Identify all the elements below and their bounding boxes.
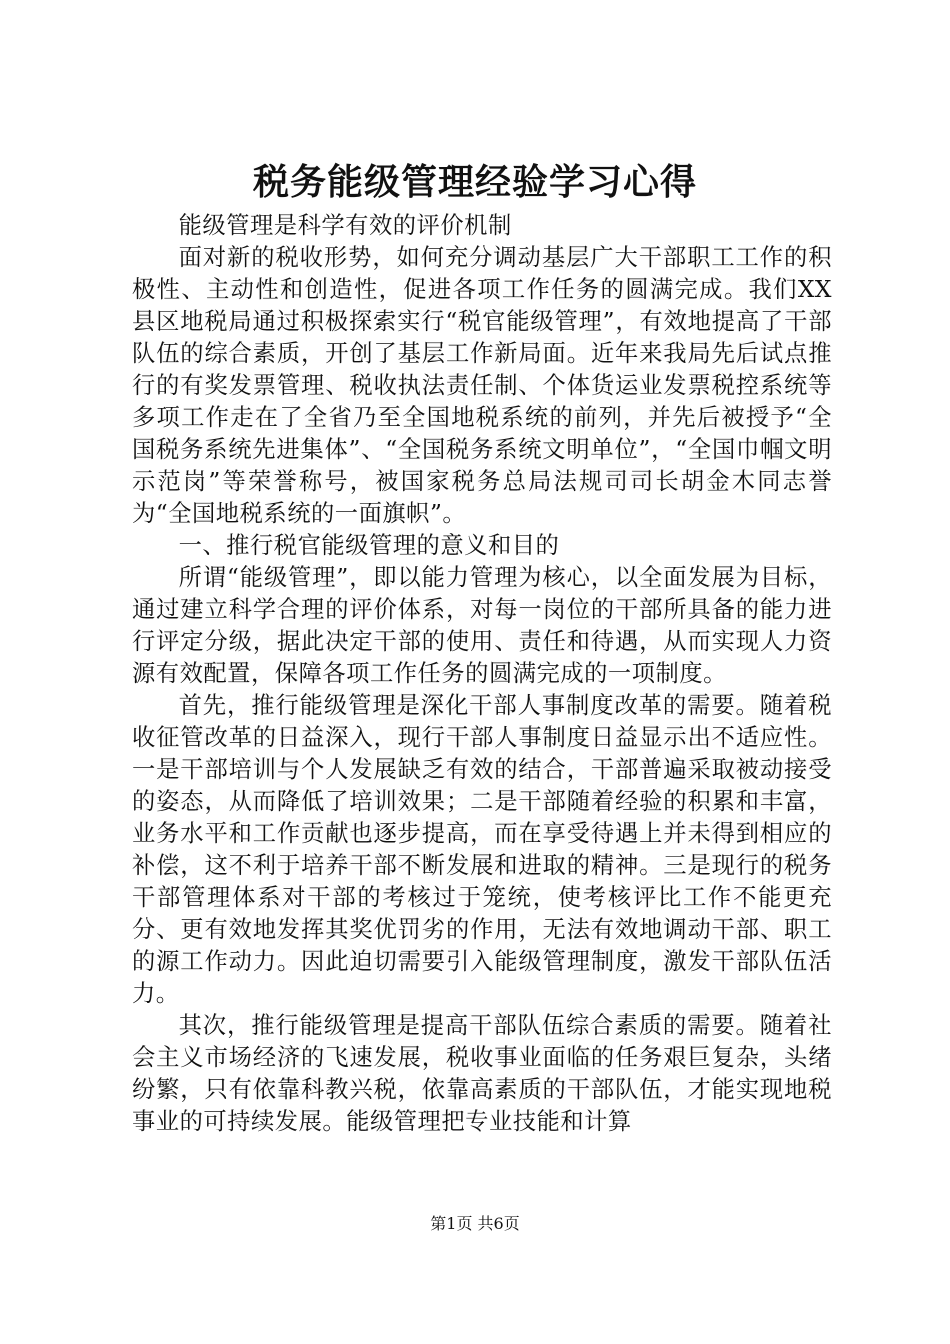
document-title: 税务能级管理经验学习心得 [252, 161, 697, 203]
paragraph-subtitle: 能级管理是科学有效的评价机制 [178, 212, 512, 239]
paragraph-definition: 所谓“能级管理”，即以能力管理为核心，以全面发展为目标，通过建立科学合理的评价体系，对每一岗位的干部所具备的能力进行评定分级，据此决定干部的使用、责任和待遇，从而实现人力资源有效配置，保障各项工作任务的圆满完成的一项制度。 [132, 564, 832, 687]
document-body [132, 210, 832, 1138]
page-number-footer: 第1页 共6页 [430, 1214, 520, 1233]
section-heading-1: 一、推行税官能级管理的意义和目的 [178, 532, 560, 559]
paragraph-intro: 面对新的税收形势，如何充分调动基层广大干部职工工作的积极性、主动性和创造性，促进各项工作任务的圆满完成。我们XX县区地税局通过积极探索实行“税官能级管理”，有效地提高了干部队伍的综合素质，开创了基层工作新局面。近年来我局先后试点推行的有奖发票管理、税收执法责任制、个体货运业发票税控系统等多项工作走在了全省乃至全国地税系统的前列，并先后被授予“全国税务系统先进集体”、“全国税务系统文明单位”，“全国巾帼文明示范岗”等荣誉称号，被国家税务总局法规司司长胡金木同志誉为“全国地税系统的一面旗帜”。 [132, 244, 832, 527]
paragraph-second-reason: 其次，推行能级管理是提高干部队伍综合素质的需要。随着社会主义市场经济的飞速发展，税收事业面临的任务艰巨复杂，头绪纷繁，只有依靠科教兴税，依靠高素质的干部队伍，才能实现地税事业的可持续发展。能级管理把专业技能和计算 [132, 1012, 832, 1135]
paragraph-first-reason: 首先，推行能级管理是深化干部人事制度改革的需要。随着税收征管改革的日益深入，现行干部人事制度日益显示出不适应性。一是干部培训与个人发展缺乏有效的结合，干部普遍采取被动接受的姿态，从而降低了培训效果；二是干部随着经验的积累和丰富，业务水平和工作贡献也逐步提高，而在享受待遇上并未得到相应的补偿，这不利于培养干部不断发展和进取的精神。三是现行的税务干部管理体系对干部的考核过于笼统，使考核评比工作不能更充分、更有效地发挥其奖优罚劣的作用，无法有效地调动干部、职工的源工作动力。因此迫切需要引入能级管理制度，激发干部队伍活力。 [132, 692, 832, 1007]
